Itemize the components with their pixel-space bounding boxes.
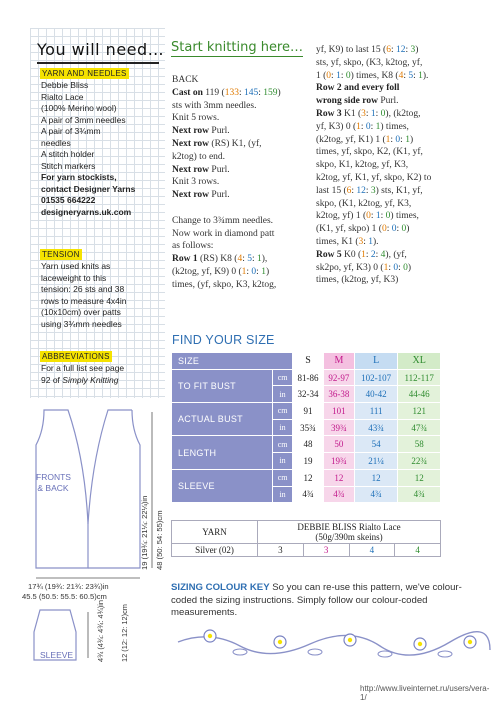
abbr-line: For a full list see page (41, 363, 125, 373)
width-measure-in: 17¾ (19¾: 21¾: 23¾)in (28, 582, 109, 591)
row-label: SLEEVE (172, 469, 273, 502)
cell-m: 101 (323, 403, 354, 420)
unit-cm: cm (273, 436, 293, 453)
yarn-name: DEBBIE BLISS Rialto Lace (297, 522, 401, 532)
unit-cm: cm (273, 369, 293, 386)
yarn-line: (100% Merino wool) (41, 103, 117, 113)
pattern-column-2: yf, K9) to last 15 (6: 12: 3) sts, yf, skpo, (K3, k2tog, yf, 1 (0: 1: 0) times, K8 (4: 5: 1). Row 2 and every foll wrong side row Purl. Row 3 K1 (3: 1: 0), (k2tog, yf, K3) 0 (1: 0: 1) times, (k2tog, yf, K1) 1 (1: 0: 1) times, yf, skpo, K2, (K1, yf, skpo, K1, k2tog, yf, K3, k2tog, yf, K1, yf, skpo, K2) to last 15 (6: 12: 3) sts, K1, yf, skpo, (K1, k2tog, yf, K3, k2tog, yf) 1 (0: 1: 0) times, (K1, yf, skpo) 1 (0: 0: 0) times, K1 (3: 1). Row 5 K0 (1: 2: 4), (yf, sk2po, yf, K3) 0 (1: 0: 0) times, (k2tog, yf, K3) (316, 45, 432, 286)
size-xl-header: XL (398, 353, 441, 370)
unit-in: in (273, 386, 293, 403)
row-label: LENGTH (172, 436, 273, 469)
tension-text (41, 261, 159, 330)
cell-l: 43¾ (354, 419, 398, 436)
magazine-name: Simply Knitting (62, 374, 119, 385)
cell-l: 12 (354, 469, 398, 486)
body-label-line: & BACK (37, 483, 69, 493)
tension-line: rows to measure 4x4in (41, 295, 127, 306)
cell-l: 54 (354, 436, 398, 453)
sleeve-measure-cm: 12 (12: 12: 12)cm (120, 604, 129, 662)
yarn-colour: Silver (02) (172, 544, 258, 557)
size-m-header: M (323, 353, 354, 370)
abbr-line: 92 of Simply Knitting (41, 374, 119, 385)
you-will-need-heading: You will need… (37, 40, 165, 59)
cell-m: 50 (323, 436, 354, 453)
cell-xl: 47¾ (398, 419, 441, 436)
cell-xl: 121 (398, 403, 441, 420)
unit-in: in (273, 419, 293, 436)
sizing-colour-key (171, 582, 471, 620)
cell-m: 19¾ (323, 453, 354, 470)
sizing-key-title: SIZING COLOUR KEY (171, 582, 270, 593)
table-row (172, 436, 441, 453)
abbreviations-header: ABBREVIATIONS (42, 352, 110, 361)
yarn-line: For yarn stockists, (41, 172, 117, 182)
tension-line: (10x10cm) over patts (41, 307, 121, 317)
qty-m: 3 (303, 544, 349, 557)
garment-diagram (0, 400, 170, 700)
table-row (172, 369, 441, 386)
cell-xl: 44-46 (398, 386, 441, 403)
size-header-row (172, 353, 441, 370)
yarn-name-cell (258, 521, 441, 544)
unit-in: in (273, 453, 293, 470)
cell-l: 111 (354, 403, 398, 420)
yarn-label: YARN (172, 521, 258, 544)
yarn-line: contact Designer Yarns (41, 183, 136, 194)
cell-m: 92-97 (323, 369, 354, 386)
qty-xl: 4 (395, 544, 441, 557)
cell-xl: 22¾ (398, 453, 441, 470)
length-measure-in: 19 (19¾: 21¼: 22¼)in (140, 495, 149, 570)
heading-rule (37, 62, 159, 64)
yarn-line: A pair of 3¾mm (41, 126, 101, 136)
yarn-needles-header: YARN AND NEEDLES (42, 69, 127, 78)
unit-cm: cm (273, 469, 293, 486)
fronts-back-label (36, 472, 70, 494)
row-label: TO FIT BUST (172, 369, 273, 402)
cell-s: 91 (293, 403, 324, 420)
tension-line: using 3¾mm needles (41, 318, 122, 329)
table-row (172, 544, 441, 557)
cell-s: 81-86 (293, 369, 324, 386)
unit-cm: cm (273, 403, 293, 420)
tension-line: tension: 26 sts and 38 (41, 284, 125, 294)
cell-s: 35¾ (293, 419, 324, 436)
size-l-header: L (354, 353, 398, 370)
width-measure-cm: 45.5 (50.5: 55.5: 60.5)cm (22, 592, 107, 601)
cell-xl: 58 (398, 436, 441, 453)
cell-m: 39¾ (323, 419, 354, 436)
flower-vine-decoration (170, 620, 494, 690)
yarn-line: A pair of 3mm needles (41, 114, 126, 125)
table-row (172, 521, 441, 544)
flower-border (170, 620, 494, 690)
size-table (171, 352, 441, 503)
yarn-line: designeryarns.uk.com (41, 206, 132, 217)
cell-xl: 112-117 (398, 369, 441, 386)
size-header-label: SIZE (172, 353, 293, 370)
cell-s: 48 (293, 436, 324, 453)
yarn-line: 01535 664222 (41, 195, 96, 205)
qty-s: 3 (258, 544, 304, 557)
cell-m: 36-38 (323, 386, 354, 403)
cell-xl: 12 (398, 469, 441, 486)
unit-in: in (273, 486, 293, 503)
sizing-key-text: So you can re-use this pattern, we've colour-coded the sizing instructions. Simply follow our colour-coded measurements. (171, 582, 462, 618)
yarn-table (171, 520, 441, 557)
cell-s: 12 (293, 469, 324, 486)
cell-s: 32-34 (293, 386, 324, 403)
size-s-header: S (293, 353, 324, 370)
cell-xl: 4¾ (398, 486, 441, 503)
length-measure-cm: 48 (50: 54: 55)cm (155, 510, 164, 570)
yarn-line: needles (41, 137, 71, 148)
yarn-line: Stitch markers (41, 160, 96, 171)
table-row (172, 469, 441, 486)
tension-line: laceweight to this (41, 272, 107, 283)
source-url: http://www.liveinternet.ru/users/vera-1/ (360, 684, 490, 702)
sleeve-measure-in: 4¾ (4¾: 4¾: 4¾)in (96, 599, 105, 662)
qty-l: 4 (349, 544, 395, 557)
find-your-size-heading: FIND YOUR SIZE (172, 333, 275, 347)
cell-s: 19 (293, 453, 324, 470)
start-knitting-heading: Start knitting here… (171, 40, 303, 55)
body-label-line: FRONTS (36, 472, 71, 482)
yarn-line: A stitch holder (41, 149, 95, 159)
abbreviations-text (41, 363, 159, 386)
tension-line: Yarn used knits as (41, 261, 111, 271)
row-label: ACTUAL BUST (172, 403, 273, 436)
yarn-line: Rialto Lace (41, 91, 84, 102)
yarn-line: Debbie Bliss (41, 80, 89, 90)
table-row (172, 403, 441, 420)
tension-header: TENSION (42, 250, 80, 259)
cell-s: 4¾ (293, 486, 324, 503)
cell-m: 4¾ (323, 486, 354, 503)
yarn-list (41, 80, 159, 218)
cell-l: 40-42 (354, 386, 398, 403)
sleeve-label: SLEEVE (40, 650, 74, 660)
cell-l: 21¼ (354, 453, 398, 470)
cell-l: 4¾ (354, 486, 398, 503)
pattern-column-1: BACK Cast on 119 (133: 145: 159) sts with 3mm needles. Knit 5 rows. Next row Purl. Next row (RS) K1, (yf, k2tog) to end. Next row Purl. Knit 3 rows. Next row Purl. Change to 3¾mm needles. Now work in diamond patt as follows: Row 1 (RS) K8 (4: 5: 1), (k2tog, yf, K9) 0 (1: 0: 1) times, (yf, skpo, K3, k2tog, (172, 75, 281, 290)
yarn-skein-info: (50g/390m skeins) (315, 532, 383, 542)
cell-m: 12 (323, 469, 354, 486)
cell-l: 102-107 (354, 369, 398, 386)
